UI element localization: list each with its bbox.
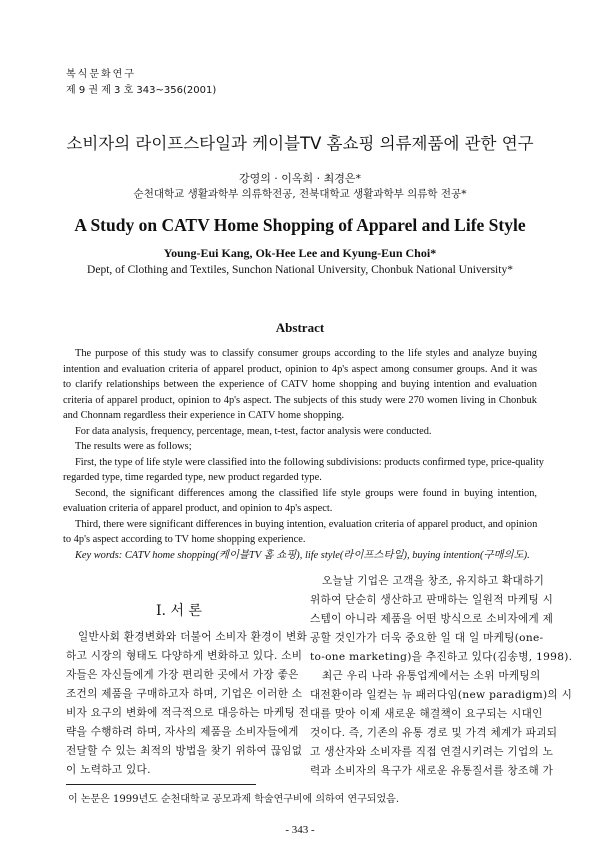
journal-name: 복식문화연구 — [66, 69, 136, 80]
body-line: 스템이 아니라 제품을 어떤 방식으로 소비자에게 제 — [310, 613, 554, 625]
title-korean: 소비자의 라이프스타일과 케이블TV 홈쇼핑 의류제품에 관한 연구 — [66, 134, 534, 153]
abstract-line: regarded type, time regarded type, new product regarded type. — [63, 472, 322, 483]
title-english: A Study on CATV Home Shopping of Apparel and Life Style — [74, 215, 526, 235]
page-number: - 343 - — [285, 824, 315, 836]
abstract-line: The results were as follows; — [75, 441, 192, 452]
section-heading: I. 서 론 — [156, 603, 202, 619]
body-line: 대를 맞아 이제 새로운 해결책이 요구되는 시대인 — [310, 708, 543, 720]
abstract-line: First, the type of life style were classified into the following subdivisions: products confirmed type, price-quality — [75, 456, 544, 468]
body-line: 것이다. 즉, 기존의 유통 경로 및 가격 체계가 파괴되 — [310, 727, 558, 739]
abstract-line: and Chonnam regardless their experience in CATV home shopping. — [63, 410, 345, 421]
abstract-heading: Abstract — [275, 320, 325, 335]
abstract-line: evaluation criteria of apparel product, and opinion to 4p's aspect. — [63, 503, 333, 514]
body-line: 조건의 제품을 구매하고자 하며, 기업은 이러한 소 — [66, 688, 303, 700]
abstract-line: Third, there were significant differences in buying intention, evaluation criteria of apparel product, and opinion — [75, 518, 538, 530]
abstract-line: criteria of apparel product, opinion to 4p's aspect. The subjects of this study were 270 women living in Chonbuk — [63, 394, 537, 406]
keywords: Key words: CATV home shopping(케이블TV 홈 쇼핑), life style(라이프스타일), buying intention(구매의도). — [75, 550, 530, 561]
authors-english: Young-Eui Kang, Ok-Hee Lee and Kyung-Eun Choi* — [163, 246, 437, 260]
body-line: 최근 우리 나라 유통업계에서는 소위 마케팅의 — [322, 670, 541, 682]
body-line: to-one marketing)을 추진하고 있다(김송병, 1998). — [310, 651, 573, 663]
body-line: 전달할 수 있는 최적의 방법을 찾기 위하여 끊임없 — [66, 745, 303, 757]
body-line: 략을 수행하려 하며, 자사의 제품을 소비자들에게 — [66, 726, 299, 738]
body-line: 하고 시장의 형태도 다양하게 변화하고 있다. 소비 — [66, 650, 303, 662]
footnote-rule — [66, 784, 256, 785]
abstract-line: to clarify relationships between the experience of CATV home shopping and buying intention and evaluation — [63, 379, 537, 390]
body-line: 이 노력하고 있다. — [66, 764, 151, 776]
affiliation-korean: 순천대학교 생활과학부 의류학전공, 전북대학교 생활과학부 의류학 전공* — [133, 188, 467, 200]
journal-volume: 제 9 권 제 3 호 343~356(2001) — [66, 85, 217, 96]
body-line: 위하여 단순히 생산하고 판매하는 일원적 마케팅 시 — [310, 594, 554, 606]
body-line: 력과 소비자의 욕구가 새로운 유통질서를 창조해 가 — [310, 765, 554, 777]
affiliation-english: Dept, of Clothing and Textiles, Sunchon National University, Chonbuk National University* — [87, 264, 513, 276]
abstract-line: For data analysis, frequency, percentage, mean, t-test, factor analysis were conducted. — [75, 425, 432, 437]
body-line: 오늘날 기업은 고객을 창조, 유지하고 확대하기 — [322, 575, 545, 587]
footnote: 이 논문은 1999년도 순천대학교 공모과제 학술연구비에 의하여 연구되었음. — [68, 794, 400, 805]
body-line: 공할 것인가가 더욱 중요한 일 대 일 마케팅(one- — [310, 632, 544, 644]
body-line: 일반사회 환경변화와 더불어 소비자 환경이 변화 — [78, 631, 308, 643]
abstract-line: intention and evaluation criteria of apparel product, opinion to 4p's aspect among consumer groups. And it was — [63, 363, 537, 375]
authors-korean: 강영의 · 이옥희 · 최경은* — [238, 172, 362, 185]
body-line: 비자 요구의 변화에 적극적으로 대응하는 마케팅 전 — [66, 707, 310, 719]
abstract-line: The purpose of this study was to classify consumer groups according to the life styles and analyze buying — [75, 348, 537, 359]
abstract-line: to 4p's aspect according to TV home shopping experience. — [63, 534, 306, 545]
body-line: 고 생산자와 소비자를 직접 연결시키려는 기업의 노 — [310, 746, 554, 758]
abstract-line: Second, the significant differences among the classified life style groups were found in buying intention, — [75, 487, 537, 499]
body-line: 대전환이라 일컫는 뉴 패러다임(new paradigm)의 시 — [310, 689, 573, 701]
body-line: 자들은 자신들에게 가장 편리한 곳에서 가장 좋은 — [66, 669, 299, 681]
